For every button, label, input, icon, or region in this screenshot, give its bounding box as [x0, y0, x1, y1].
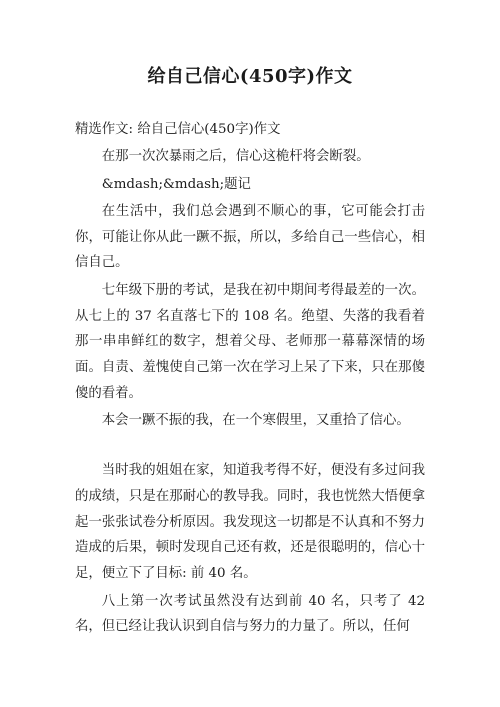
paragraph-3: &mdash;&mdash;题记: [101, 176, 251, 192]
paragraph-8: 八上第一次考试虽然没有达到前 40 名，只考了 42 名，但已经让我认识到自信与努力的力量了。所以，任何: [75, 593, 425, 635]
document-title: 给自己信心(450字)作文: [147, 66, 353, 87]
paragraph-6: 本会一蹶不振的我，在一个寒假里，又重拾了信心。: [101, 413, 410, 429]
paragraph-7: 当时我的姐姐在家，知道我考得不好，便没有多过问我的成绩，只是在那耐心的教导我。同时，我也恍然大悟便拿起一张张试卷分析原因。我发现这一切都是不认真和不努力造成的后果，顿时发现自己还有救，还是很聪明的，信心十足，便立下了目标: 前 40 名。: [75, 463, 425, 582]
document-body: [75, 117, 425, 642]
paragraph-1: 精选作文: 给自己信心(450字)作文: [75, 122, 281, 137]
paragraph-2: 在那一次次暴雨之后，信心这桅杆将会断裂。: [101, 149, 370, 165]
paragraph-5: 七年级下册的考试，是我在初中期间考得最差的一次。从七上的 37 名直落七下的 108 名。绝望、失落的我看着那一串串鲜红的数字，想着父母、老师那一幕幕深情的场面。自责、羞愧使自己第一次在学习上呆了下来，只在那傻傻的看着。: [75, 282, 425, 401]
paragraph-4: 在生活中，我们总会遇到不顺心的事，它可能会打击你，可能让你从此一蹶不振，所以，多给自己一些信心，相信自己。: [75, 203, 425, 271]
